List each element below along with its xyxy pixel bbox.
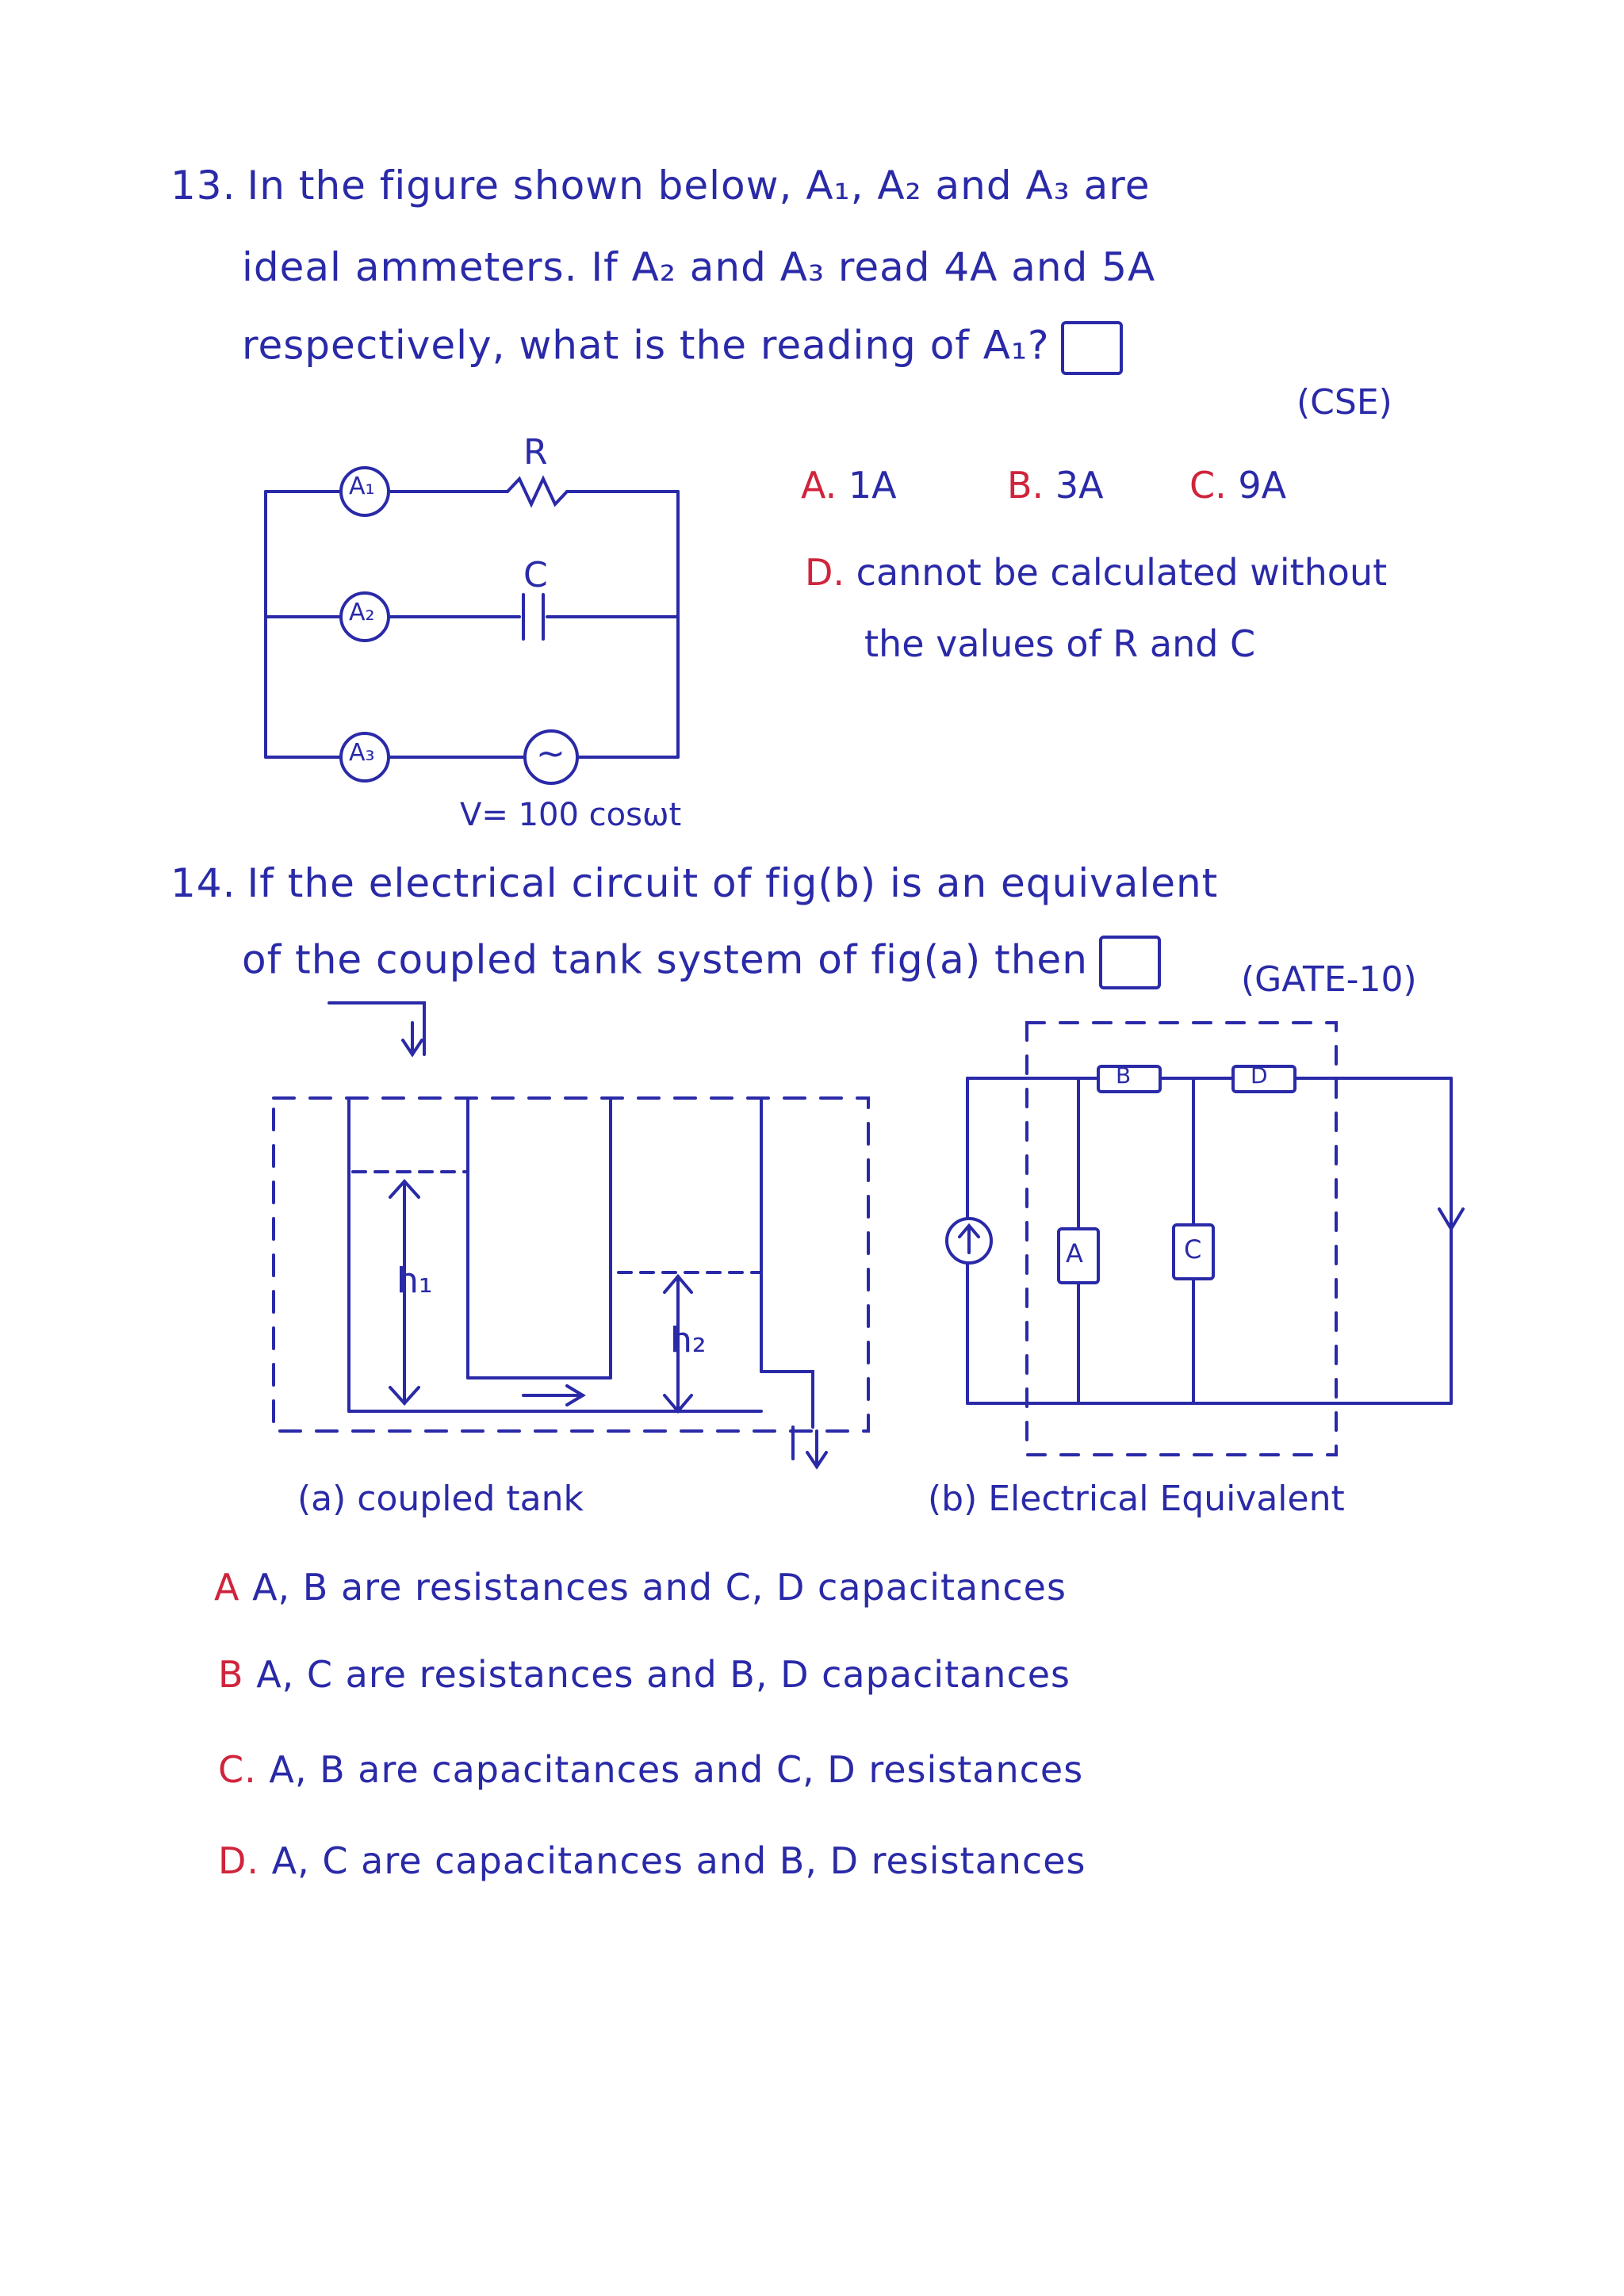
q14-option-a[interactable]: A A, B are resistances and C, D capacitances bbox=[214, 1566, 1067, 1609]
q14-option-b[interactable]: B A, C are resistances and B, D capacitances bbox=[218, 1653, 1071, 1696]
q14-h1-label: h₁ bbox=[396, 1261, 433, 1301]
q13-voltage-label: V= 100 cosωt bbox=[460, 797, 682, 833]
q13-option-d[interactable]: D. cannot be calculated without bbox=[805, 551, 1388, 594]
q13-option-b[interactable]: B. 3A bbox=[1007, 464, 1104, 507]
q13-resistor-label: R bbox=[523, 432, 548, 473]
q13-text-3: respectively, what is the reading of A₁? bbox=[242, 322, 1050, 369]
q14-fig-b-label-b: B bbox=[1116, 1062, 1132, 1089]
q14-number: 14. bbox=[170, 860, 236, 906]
q14-fig-b-label-d: D bbox=[1251, 1062, 1268, 1089]
q13-answer-box[interactable] bbox=[1061, 321, 1123, 375]
q14-line1 bbox=[170, 860, 1218, 906]
q14-fig-a-caption: (a) coupled tank bbox=[297, 1479, 584, 1519]
q13-text-1: In the figure shown below, A₁, A₂ and A₃ are bbox=[247, 163, 1151, 209]
q14-fig-b-label-c: C bbox=[1184, 1234, 1202, 1265]
q13-number: 13. bbox=[170, 163, 236, 209]
q13-option-c[interactable]: C. 9A bbox=[1189, 464, 1287, 507]
q14-text-1: If the electrical circuit of fig(b) is an equivalent bbox=[247, 860, 1219, 906]
q13-ammeter-a1-label: A₁ bbox=[349, 473, 375, 500]
q13-source-symbol: ~ bbox=[536, 733, 565, 774]
q13-line3 bbox=[242, 321, 1123, 375]
q13-tag: (CSE) bbox=[1297, 382, 1392, 423]
q14-text-2: of the coupled tank system of fig(a) then bbox=[242, 936, 1088, 983]
q14-option-c[interactable]: C. A, B are capacitances and C, D resistances bbox=[218, 1748, 1084, 1791]
q14-h2-label: h₂ bbox=[670, 1320, 707, 1360]
q14-answer-box[interactable] bbox=[1099, 936, 1161, 989]
q13-ammeter-a3-label: A₃ bbox=[349, 739, 375, 767]
q13-line1 bbox=[170, 163, 1150, 209]
q14-option-d[interactable]: D. A, C are capacitances and B, D resistances bbox=[218, 1839, 1086, 1882]
q13-capacitor-label: C bbox=[523, 555, 548, 595]
q13-option-d-line2: the values of R and C bbox=[864, 622, 1256, 665]
q13-line2: ideal ammeters. If A₂ and A₃ read 4A and 5A bbox=[242, 244, 1156, 290]
q14-fig-b-label-a: A bbox=[1066, 1238, 1083, 1269]
q13-ammeter-a2-label: A₂ bbox=[349, 599, 375, 626]
q14-tag: (GATE-10) bbox=[1241, 959, 1417, 1000]
q14-fig-b-caption: (b) Electrical Equivalent bbox=[928, 1479, 1345, 1519]
q13-option-a[interactable]: A. 1A bbox=[801, 464, 897, 507]
q14-line2 bbox=[242, 936, 1161, 989]
